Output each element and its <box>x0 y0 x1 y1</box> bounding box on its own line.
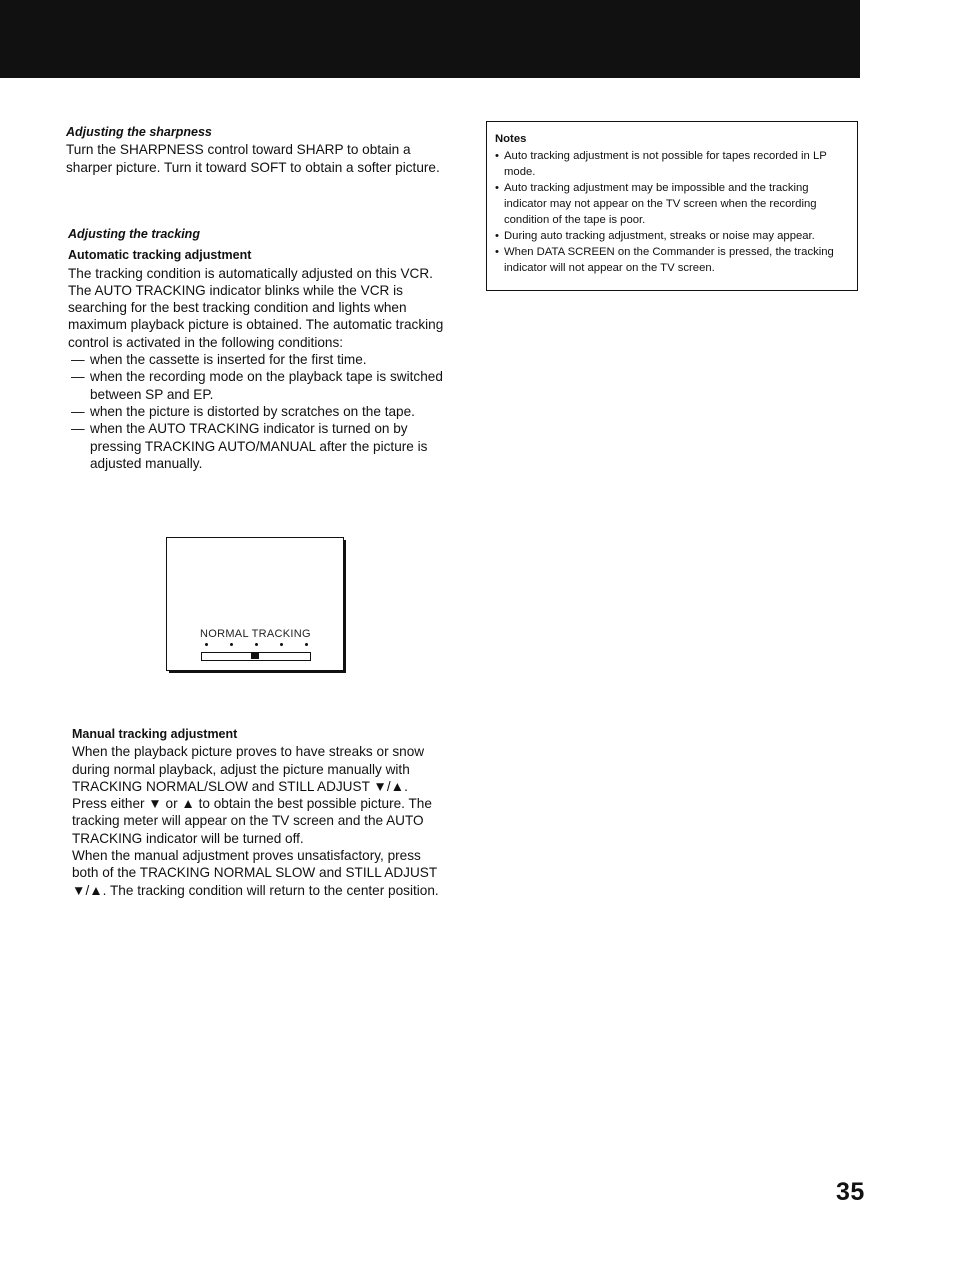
note-text: Auto tracking adjustment is not possible for tapes recorded in LP mode. <box>504 150 827 178</box>
condition-text: when the cassette is inserted for the first time. <box>90 352 367 368</box>
manual-tracking-section <box>72 726 450 899</box>
list-item <box>68 403 448 420</box>
tracking-section <box>68 226 448 472</box>
tracking-meter-marker <box>251 653 259 659</box>
auto-tracking-body: The tracking condition is automatically adjusted on this VCR. The AUTO TRACKING indicator blinks while the VCR is searching for the best tracking condition and lights when maximum playback picture is obtained. The automatic tracking control is activated in the following conditions: <box>68 265 444 350</box>
dash-marker: — <box>71 403 85 419</box>
manual-tracking-paragraph: When the manual adjustment proves unsatisfactory, press both of the TRACKING NORMAL SLOW and STILL ADJUST ▼/▲. The tracking condition will return to the center position. <box>72 848 439 898</box>
tracking-meter-dot <box>205 643 208 646</box>
condition-text: when the recording mode on the playback tape is switched between SP and EP. <box>90 369 443 402</box>
tracking-meter <box>201 642 311 662</box>
bullet-marker: • <box>495 150 499 162</box>
tv-tracking-label: NORMAL TRACKING <box>200 628 311 640</box>
condition-text: when the AUTO TRACKING indicator is turned on by pressing TRACKING AUTO/MANUAL after the picture is adjusted manually. <box>90 421 428 471</box>
list-item <box>68 368 448 403</box>
note-text: Auto tracking adjustment may be impossible and the tracking indicator may not appear on the TV screen when the recording condition of the tape is poor. <box>504 182 817 226</box>
list-item <box>68 351 448 368</box>
tracking-meter-dot <box>255 643 258 646</box>
page-number: 35 <box>836 1178 865 1206</box>
notes-title: Notes <box>495 133 527 145</box>
dash-marker: — <box>71 369 85 385</box>
tv-screen <box>166 537 344 671</box>
bullet-marker: • <box>495 246 499 258</box>
condition-text: when the picture is distorted by scratches on the tape. <box>90 403 415 419</box>
bullet-marker: • <box>495 230 499 242</box>
header-bar <box>0 0 860 78</box>
manual-tracking-heading: Manual tracking adjustment <box>72 727 238 741</box>
auto-tracking-conditions <box>68 351 448 472</box>
manual-tracking-paragraph: Press either ▼ or ▲ to obtain the best possible picture. The tracking meter will appear on the TV screen and the AUTO TRACKING indicator will be turned off. <box>72 796 432 846</box>
sharpness-body: Turn the SHARPNESS control toward SHARP to obtain a sharper picture. Turn it toward SOFT to obtain a softer picture. <box>66 142 440 175</box>
list-item <box>495 244 849 276</box>
tracking-heading: Adjusting the tracking <box>68 227 200 241</box>
tracking-meter-dot <box>305 643 308 646</box>
sharpness-section <box>66 124 451 176</box>
list-item <box>495 180 849 228</box>
notes-list <box>495 148 849 276</box>
note-text: During auto tracking adjustment, streaks or noise may appear. <box>504 230 815 242</box>
sharpness-heading: Adjusting the sharpness <box>66 125 212 139</box>
list-item <box>495 228 849 244</box>
dash-marker: — <box>71 421 85 437</box>
auto-tracking-heading: Automatic tracking adjustment <box>68 248 252 263</box>
list-item <box>495 148 849 180</box>
dash-marker: — <box>71 352 85 368</box>
tracking-meter-dot <box>230 643 233 646</box>
note-text: When DATA SCREEN on the Commander is pressed, the tracking indicator will not appear on the TV screen. <box>504 246 834 274</box>
notes-box <box>486 121 858 291</box>
tv-screen-illustration <box>166 537 346 673</box>
tracking-meter-dot <box>280 643 283 646</box>
bullet-marker: • <box>495 182 499 194</box>
manual-tracking-paragraph: When the playback picture proves to have streaks or snow during normal playback, adjust the picture manually with TRACKING NORMAL/SLOW and STILL ADJUST ▼/▲. <box>72 744 425 794</box>
list-item <box>68 420 448 472</box>
